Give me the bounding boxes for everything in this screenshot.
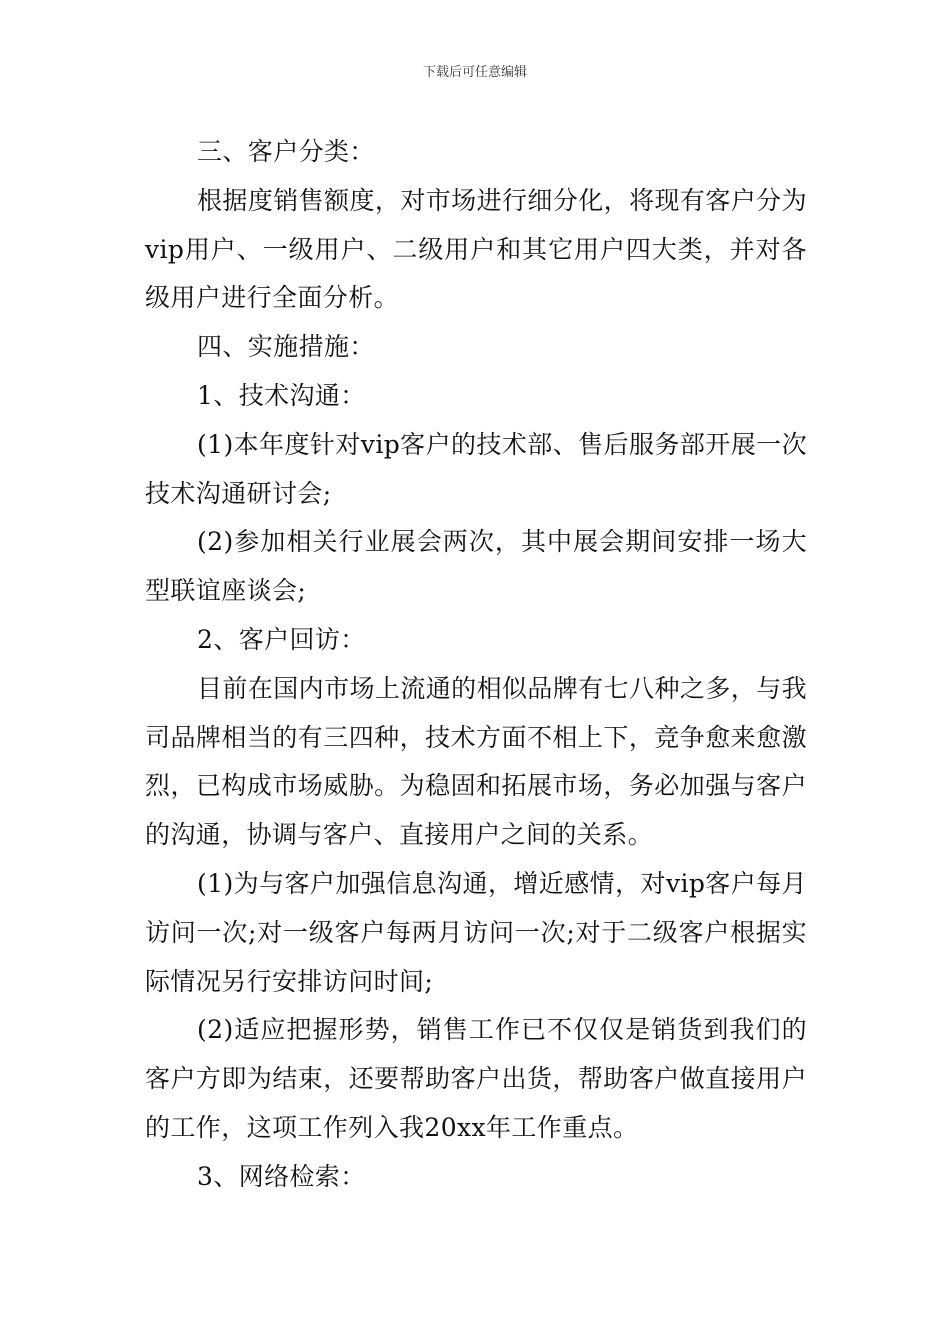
list-item-visits-1: (1)为与客户加强信息沟通，增近感情，对vip客户每月访问一次;对一级客户每两月访问一次;对于二级客户根据实际情况另行安排访问时间;: [145, 868, 807, 996]
paragraph-customer-classification: 根据度销售额度，对市场进行细分化，将现有客户分为vip用户、一级用户、二级用户和其它用户四大类，并对各级用户进行全面分析。: [145, 185, 807, 313]
document-body: [145, 128, 807, 1202]
paragraph-market-situation: 目前在国内市场上流通的相似品牌有七八种之多，与我司品牌相当的有三四种，技术方面不相上下，竞争愈来愈激烈，已构成市场威胁。为稳固和拓展市场，务必加强与客户的沟通，协调与客户、直接用户之间的关系。: [145, 673, 807, 850]
list-item-technical-2: (2)参加相关行业展会两次，其中展会期间安排一场大型联谊座谈会;: [145, 527, 807, 606]
subheading-network-search: 3、网络检索：: [197, 1161, 366, 1191]
subheading-technical-communication: 1、技术沟通：: [197, 380, 366, 410]
subheading-customer-visits: 2、客户回访：: [197, 624, 366, 654]
list-item-technical-1: (1)本年度针对vip客户的技术部、售后服务部开展一次技术沟通研讨会;: [145, 429, 807, 508]
list-item-visits-2: (2)适应把握形势，销售工作已不仅仅是销货到我们的客户方即为结束，还要帮助客户出货，帮助客户做直接用户的工作，这项工作列入我20xx年工作重点。: [145, 1015, 807, 1142]
page-header-note: 下载后可任意编辑: [422, 65, 527, 80]
section-heading-customer-classification: 三、客户分类：: [197, 137, 375, 166]
section-heading-implementation-measures: 四、实施措施：: [197, 332, 375, 362]
